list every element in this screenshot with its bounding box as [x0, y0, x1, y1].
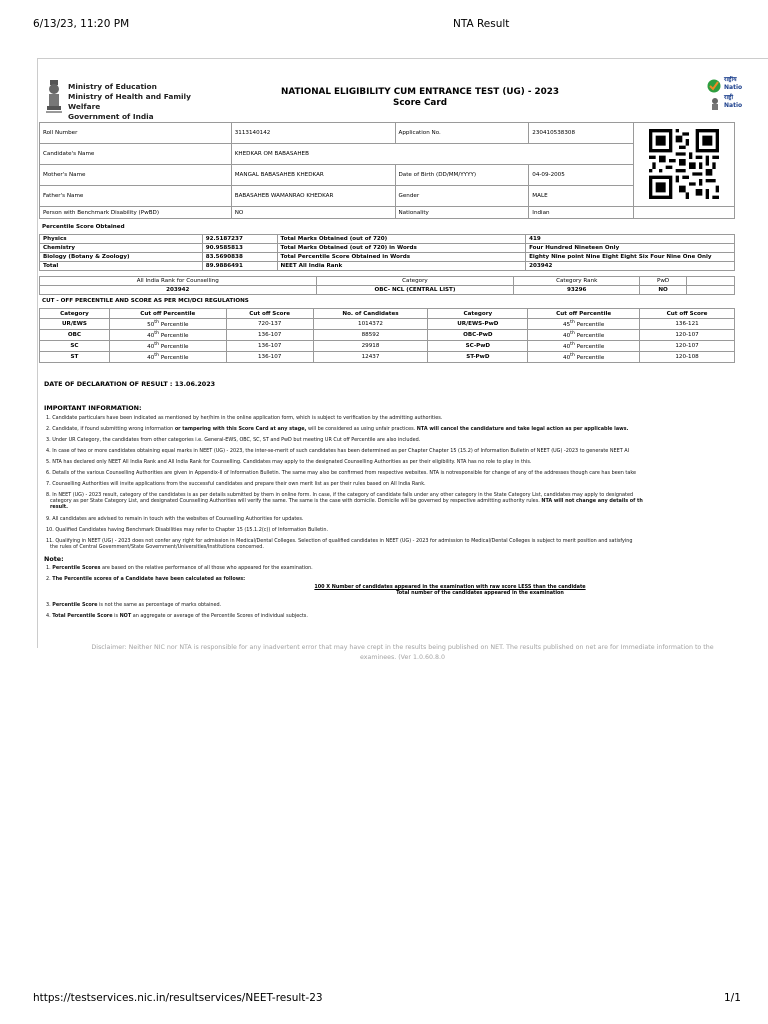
cutoff-header: Cut off Percentile [528, 309, 640, 319]
percentile-word: Percentile [576, 343, 605, 350]
cutoff-score: 720-137 [226, 319, 313, 330]
application-label: Application No. [395, 123, 529, 144]
percentile-words-value: Eighty Nine point Nine Eight Eight Six Four Nine One Only [526, 253, 735, 262]
note-item-1: 1. Percentile Scores are based on the relative performance of all those who appeared for the examination. [46, 565, 313, 571]
info-item-10: 10. Qualified Candidates having Benchmark Disabilities may refer to Chapter 15 (15.1.2(c)) of Information Bulletin. [46, 527, 329, 533]
gender-label: Gender [395, 186, 529, 207]
roll-value: 3113140142 [231, 123, 395, 144]
percentile-number: 50 [147, 321, 155, 328]
subject-chemistry: Chemistry [40, 244, 203, 253]
important-info-title: IMPORTANT INFORMATION: [44, 404, 142, 412]
percentile-number: 40 [563, 332, 571, 339]
info-item-1: 1. Candidate particulars have been indicated as mentioned by her/him in the online application form, which is subject to verification by the admitting authorities. [46, 415, 443, 421]
print-datetime: 6/13/23, 11:20 PM [33, 18, 130, 30]
name-label: Candidate's Name [40, 144, 232, 165]
score-total: 89.9886491 [202, 262, 277, 271]
cutoff-category: OBC [40, 330, 110, 341]
score-chemistry: 90.9585813 [202, 244, 277, 253]
percentile-suffix: th [570, 353, 575, 359]
percentile-word: Percentile [576, 321, 605, 328]
percentile-word: Percentile [160, 332, 189, 339]
percentile-number: 40 [147, 332, 155, 339]
subject-biology: Biology (Botany & Zoology) [40, 253, 203, 262]
percentile-word: Percentile [576, 354, 605, 361]
cutoff-pwd-category: ST-PwD [428, 352, 528, 363]
cutoff-percentile [109, 330, 226, 341]
nta-hindi-2: राष्ट्री [724, 94, 734, 101]
nta-eng-2: Natio [724, 102, 743, 109]
mother-value: MANGAL BABASAHEB KHEDKAR [231, 165, 395, 186]
cutoff-header: Category [40, 309, 110, 319]
percentile-words-label: Total Percentile Score Obtained in Words [277, 253, 526, 262]
cutoff-percentile [109, 341, 226, 352]
cutoff-header: Cut off Score [226, 309, 313, 319]
nta-logo [705, 76, 768, 120]
percentile-word: Percentile [160, 321, 189, 328]
info-item-4: 4. In case of two or more candidates obtaining equal marks in NEET (UG) - 2023, the inter-se-merit of such candidates has been determined as per Chapter Chapter 15 (15.2) of Information Bulletin of NEET (UG) -2023 to generate NEET AI [46, 448, 630, 454]
percentile-suffix: th [154, 353, 160, 359]
total-marks-label: Total Marks Obtained (out of 720) [277, 235, 526, 244]
percentile-row [40, 244, 735, 253]
exam-header [250, 87, 590, 109]
info-item-11: 11. Qualifying in NEET (UG) - 2023 does not confer any right for admission in Medical/Dental Colleges. Selection of qualified candidates in NEET (UG) - 2023 for admission to Medical/Dental Colleges is subject to merit position and satisfying the rules of Central Government/State Government/Universities/Institutions concerned. [46, 538, 633, 551]
rank-air-value: 203942 [40, 286, 317, 295]
cutoff-category: ST [40, 352, 110, 363]
cutoff-pwd-score: 120-107 [640, 341, 735, 352]
cutoff-header: Category [428, 309, 528, 319]
nationality-value: Indian [529, 207, 634, 219]
cutoff-pwd-percentile [528, 330, 640, 341]
father-value: BABASAHEB WAMANRAO KHEDKAR [231, 186, 395, 207]
qr-code-icon [649, 124, 719, 204]
mother-label: Mother's Name [40, 165, 232, 186]
marks-words-label: Total Marks Obtained (out of 720) in Words [277, 244, 526, 253]
cutoff-category: UR/EWS [40, 319, 110, 330]
cutoff-row [40, 319, 735, 330]
cutoff-pwd-percentile [528, 341, 640, 352]
cutoff-row [40, 341, 735, 352]
info-item-7: 7. Counselling Authorities will invite applications from the successful candidates and prepare their own merit list as per their rules based on All India Rank. [46, 481, 426, 487]
rank-category-rank-header: Category Rank [514, 277, 640, 286]
rank-category-header: Category [316, 277, 514, 286]
ministry-branding [42, 78, 202, 121]
disclaimer [37, 643, 768, 663]
cutoff-score: 136-107 [226, 330, 313, 341]
cutoff-pwd-score: 120-107 [640, 330, 735, 341]
percentile-row [40, 262, 735, 271]
note-item-3: 3. Percentile Score is not the same as percentage of marks obtained. [46, 602, 222, 608]
ministry-education: Ministry of Education [68, 82, 157, 91]
percentile-word: Percentile [160, 354, 189, 361]
percentile-suffix: th [154, 331, 160, 337]
rank-pwd-value: NO [640, 286, 687, 295]
disclaimer-line-1: Disclaimer: Neither NIC nor NTA is responsible for any inadvertent error that may have crept in the results being published on NET. The results published on net are for Immediate information to the [91, 644, 714, 651]
rank-category-rank-value: 93296 [514, 286, 640, 295]
cutoff-table [39, 308, 735, 363]
rank-category-value: OBC- NCL (CENTRAL LIST) [316, 286, 514, 295]
print-page-title: NTA Result [453, 18, 510, 30]
percentile-row [40, 235, 735, 244]
percentile-suffix: th [570, 331, 575, 337]
cutoff-row [40, 330, 735, 341]
cutoff-header: Cut off Score [640, 309, 735, 319]
father-label: Father's Name [40, 186, 232, 207]
cutoff-percentile [109, 319, 226, 330]
score-physics: 92.5187237 [202, 235, 277, 244]
candidate-details-table [39, 122, 735, 219]
cutoff-pwd-score: 136-121 [640, 319, 735, 330]
cutoff-row [40, 352, 735, 363]
candidate-count: 88592 [313, 330, 428, 341]
subject-physics: Physics [40, 235, 203, 244]
candidate-count: 12437 [313, 352, 428, 363]
footer-url[interactable]: https://testservices.nic.in/resultservices/NEET-result-23 [33, 992, 323, 1004]
dob-value: 04-09-2005 [529, 165, 634, 186]
cutoff-pwd-category: UR/EWS-PwD [428, 319, 528, 330]
state-emblem-icon [44, 78, 64, 116]
nta-check-icon [707, 79, 721, 93]
pwbd-value: NO [231, 207, 395, 219]
percentile-number: 45 [563, 321, 571, 328]
note-title: Note: [44, 555, 64, 563]
percentile-number: 40 [147, 354, 155, 361]
nta-eng-1: Natio [724, 84, 743, 91]
candidate-count: 29918 [313, 341, 428, 352]
cutoff-percentile [109, 352, 226, 363]
ministry-health: Ministry of Health and Family Welfare [68, 92, 191, 111]
dob-label: Date of Birth (DD/MM/YYYY) [395, 165, 529, 186]
percentile-number: 40 [147, 343, 155, 350]
percentile-suffix: th [570, 320, 575, 326]
name-value: KHEDKAR OM BABASAHEB [231, 144, 633, 165]
formula-denominator: Total number of the candidates appeared in the examination [396, 590, 564, 597]
cutoff-score: 136-107 [226, 341, 313, 352]
qr-cell [634, 123, 735, 207]
pwbd-label: Person with Benchmark Disability (PwBD) [40, 207, 232, 219]
cutoff-section-title: CUT - OFF PERCENTILE AND SCORE AS PER MCI/DCI REGULATIONS [42, 298, 249, 304]
info-item-5: 5. NTA has declared only NEET All India Rank and All India Rank for Counselling. Candidates may apply to the designated Counselling Authorities as per their eligibility. NTA has no role to play in this. [46, 459, 532, 465]
rank-table [39, 276, 735, 295]
info-item-8: 8. In NEET (UG) - 2023 result, category of the candidates is as per details submitted by them in online form. In case, if the category of candidate falls under any other category in the State Category List, candidates may apply to designated category as per State Category List, and designated Counselling Authorities will verify the same. The same is the case with domicile. Domicile will be governed by respective admitting authority rules. NTA will not change any details of th result. [46, 492, 643, 511]
air-label: NEET All India Rank [277, 262, 526, 271]
nta-emblem-icon [710, 97, 720, 111]
cutoff-header: Cut off Percentile [109, 309, 226, 319]
percentile-row [40, 253, 735, 262]
cutoff-pwd-percentile [528, 352, 640, 363]
info-item-9: 9. All candidates are advised to remain in touch with the websites of Counselling Authorities for updates. [46, 516, 304, 522]
footer-page-number: 1/1 [724, 992, 741, 1004]
percentile-formula [290, 584, 610, 597]
declaration-date: DATE OF DECLARATION OF RESULT : 13.06.2023 [44, 380, 216, 388]
marks-words-value: Four Hundred Nineteen Only [526, 244, 735, 253]
government-of-india: Government of India [68, 112, 154, 121]
percentile-table [39, 234, 735, 271]
percentile-word: Percentile [160, 343, 189, 350]
cutoff-category: SC [40, 341, 110, 352]
percentile-word: Percentile [576, 332, 605, 339]
note-item-2: 2. The Percentile scores of a Candidate have been calculated as follows: [46, 576, 246, 582]
cutoff-pwd-score: 120-108 [640, 352, 735, 363]
cutoff-pwd-percentile [528, 319, 640, 330]
exam-title: NATIONAL ELIGIBILITY CUM ENTRANCE TEST (UG) - 2023 [280, 87, 560, 97]
subject-total: Total [40, 262, 203, 271]
note-item-4: 4. Total Percentile Score is NOT an aggregate or average of the Percentile Scores of individual subjects. [46, 613, 308, 619]
cutoff-pwd-category: SC-PwD [428, 341, 528, 352]
print-header [33, 18, 768, 32]
candidate-count: 1014372 [313, 319, 428, 330]
formula-numerator: 100 X Number of candidates appeared in the examination with raw score LESS than the candidate [314, 584, 586, 590]
nta-hindi-1: राष्ट्रीय [724, 76, 737, 83]
percentile-number: 40 [563, 343, 571, 350]
info-item-3: 3. Under UR Category, the candidates from other categories i.e. General-EWS, OBC, SC, ST and PwD but meeting UR Cut off Percentile are also included. [46, 437, 421, 443]
roll-label: Roll Number [40, 123, 232, 144]
percentile-suffix: th [154, 342, 160, 348]
disclaimer-line-2: examinees. (Ver 1.0.60.8.0 [359, 654, 446, 661]
air-value: 203942 [526, 262, 735, 271]
rank-air-header: All India Rank for Counselling [40, 277, 317, 286]
cutoff-score: 136-107 [226, 352, 313, 363]
application-value: 230410538308 [529, 123, 634, 144]
percentile-section-title: Percentile Score Obtained [42, 224, 125, 230]
nationality-label: Nationality [395, 207, 529, 219]
cutoff-pwd-category: OBC-PwD [428, 330, 528, 341]
score-biology: 83.5690838 [202, 253, 277, 262]
cutoff-header: No. of Candidates [313, 309, 428, 319]
percentile-number: 40 [563, 354, 571, 361]
percentile-suffix: th [570, 342, 575, 348]
total-marks-value: 419 [526, 235, 735, 244]
info-item-2: 2. Candidate, if found submitting wrong information or tampering with this Score Card at any stage, will be considered as using unfair practices. NTA will cancel the candidature and take legal action as per applicable laws. [46, 426, 629, 432]
percentile-suffix: th [154, 320, 160, 326]
score-card-title: Score Card [393, 98, 447, 108]
rank-pwd-header: PwD [640, 277, 687, 286]
gender-value: MALE [529, 186, 634, 207]
info-item-6: 6. Details of the various Counselling Authorities are given in Appendix-II of Information Bulletin. The same may also be confirmed from respective websites. NTA is notresponsible for change of any of the addresses though care has been take [46, 470, 636, 476]
